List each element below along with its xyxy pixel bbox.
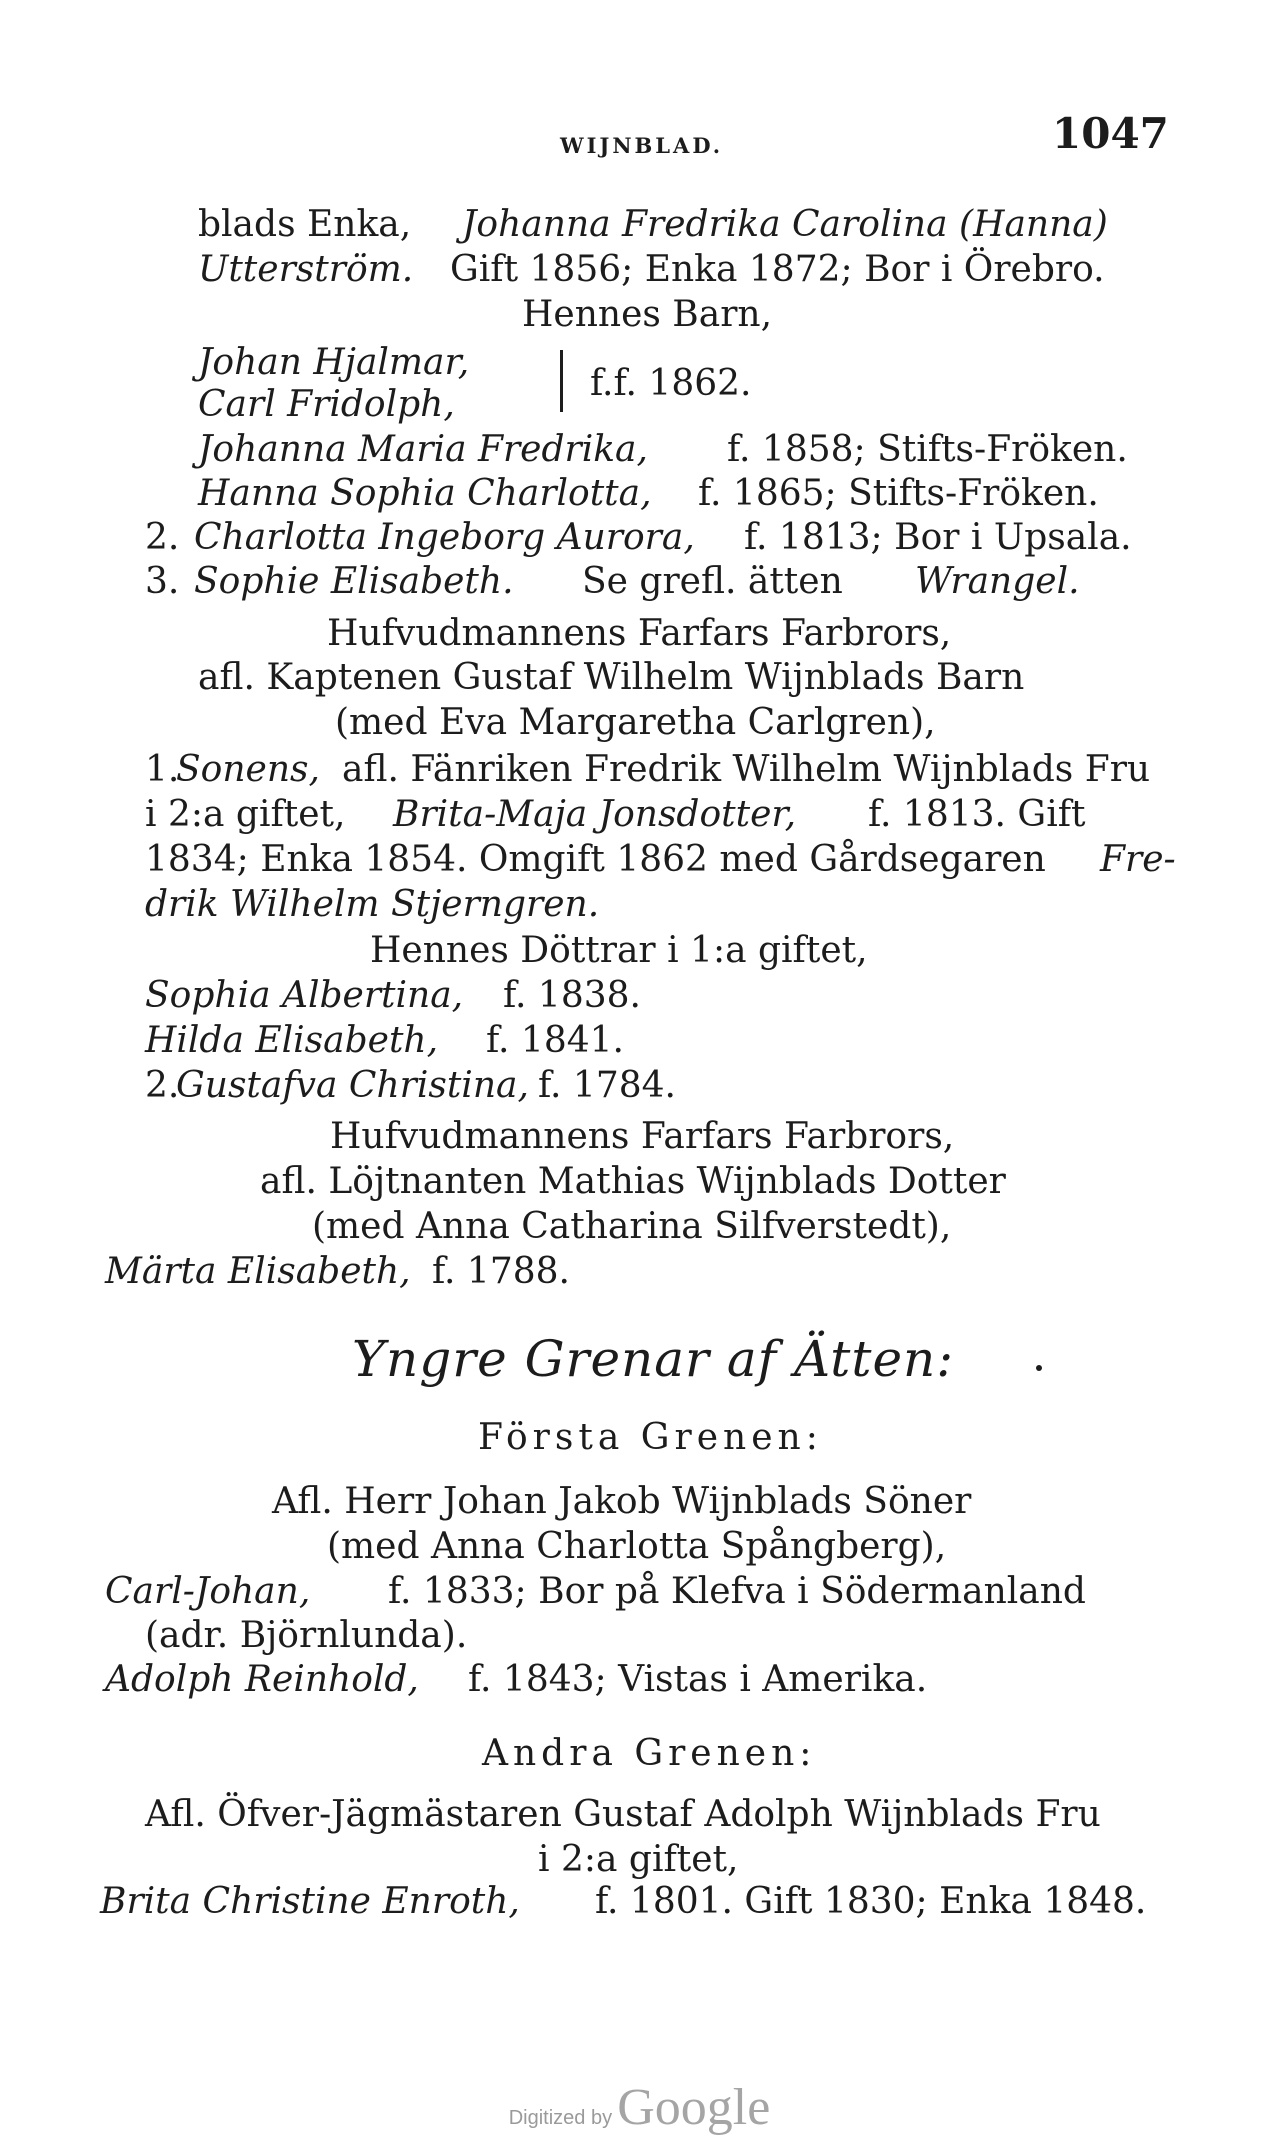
text-line: f. 1841. <box>486 1020 624 1061</box>
subheading-line: Hennes Barn, <box>522 294 773 335</box>
child-name: Johanna Maria Fredrika, <box>198 429 648 470</box>
dot-mark <box>1036 1365 1042 1371</box>
digitized-footer <box>0 2078 1279 2137</box>
child-name: Johan Hjalmar, <box>198 342 470 383</box>
text-line: f. 1858; Stifts-Fröken. <box>727 429 1128 470</box>
family-name: Wrangel. <box>915 561 1080 602</box>
subheading-line: Hufvudmannens Farfars Farbrors, <box>330 1116 955 1157</box>
list-number: 2. <box>145 517 180 558</box>
list-number: 2. <box>145 1065 180 1106</box>
person-name: Fre- <box>1100 839 1176 880</box>
text-line: Afl. Öfver-Jägmästaren Gustaf Adolph Wijnblads Fru <box>145 1794 1101 1835</box>
text-line-italic: Johanna Fredrika Carolina (Hanna) <box>462 204 1108 245</box>
person-name: Hilda Elisabeth, <box>145 1020 439 1061</box>
text-line: afl. Kaptenen Gustaf Wilhelm Wijnblads Barn <box>198 657 1025 698</box>
list-number: 3. <box>145 561 180 602</box>
person-name: Brita Christine Enroth, <box>100 1881 520 1922</box>
branch-heading: Andra Grenen: <box>482 1733 817 1774</box>
birth-year: f.f. 1862. <box>590 363 752 404</box>
person-name: Märta Elisabeth, <box>105 1251 411 1292</box>
text-line: (med Eva Margaretha Carlgren), <box>335 702 936 743</box>
subheading-line: Hennes Döttrar i 1:a giftet, <box>370 930 868 971</box>
person-name: Sophia Albertina, <box>145 975 464 1016</box>
branch-heading: Första Grenen: <box>478 1417 823 1458</box>
text-line: blads Enka, <box>198 204 412 245</box>
section-heading: Yngre Grenar af Ätten: <box>352 1330 955 1388</box>
text-line: f. 1813; Bor i Upsala. <box>744 517 1132 558</box>
person-name: Adolph Reinhold, <box>105 1659 419 1700</box>
text-line: f. 1784. <box>538 1065 676 1106</box>
text-line: f. 1788. <box>432 1251 570 1292</box>
text-line: f. 1843; Vistas i Amerika. <box>468 1659 928 1700</box>
person-name: drik Wilhelm Stjerngren. <box>145 884 600 925</box>
text-line: f. 1838. <box>503 975 641 1016</box>
text-line: f. 1865; Stifts-Fröken. <box>698 473 1099 514</box>
person-name: Brita-Maja Jonsdotter, <box>393 794 797 835</box>
text-line: Gift 1856; Enka 1872; Bor i Örebro. <box>450 249 1105 290</box>
text-line: f. 1833; Bor på Klefva i Södermanland <box>388 1571 1086 1612</box>
child-name: Hanna Sophia Charlotta, <box>198 473 652 514</box>
text-line: 1834; Enka 1854. Omgift 1862 med Gårdsegaren <box>145 839 1046 880</box>
text-line: (adr. Björnlunda). <box>145 1615 468 1656</box>
list-number: 1. <box>145 749 180 790</box>
child-name: Carl Fridolph, <box>198 384 455 425</box>
text-line: afl. Fänriken Fredrik Wilhelm Wijnblads Fru <box>342 749 1151 790</box>
text-line: Se grefl. ätten <box>582 561 843 602</box>
digitized-label: Digitized by <box>508 2107 613 2129</box>
text-line-italic: Utterström. <box>198 249 414 290</box>
page-number: 1047 <box>1052 109 1169 158</box>
text-line: (med Anna Charlotta Spångberg), <box>327 1526 947 1567</box>
person-name: Gustafva Christina, <box>176 1065 529 1106</box>
person-name: Carl-Johan, <box>105 1571 311 1612</box>
person-name: Sophie Elisabeth. <box>194 561 514 602</box>
brace-mark <box>560 350 563 412</box>
text-line: f. 1813. Gift <box>868 794 1086 835</box>
person-name: Charlotta Ingeborg Aurora, <box>194 517 695 558</box>
text-line: (med Anna Catharina Silfverstedt), <box>312 1206 952 1247</box>
text-line: f. 1801. Gift 1830; Enka 1848. <box>595 1881 1147 1922</box>
text-line: i 2:a giftet, <box>145 794 346 835</box>
google-logo: Google <box>617 2079 771 2136</box>
subheading-line: Hufvudmannens Farfars Farbrors, <box>327 613 952 654</box>
text-line: i 2:a giftet, <box>538 1839 739 1880</box>
running-head: WIJNBLAD. <box>560 133 724 158</box>
person-name: Sonens, <box>176 749 320 790</box>
text-line: afl. Löjtnanten Mathias Wijnblads Dotter <box>260 1161 1006 1202</box>
text-line: Afl. Herr Johan Jakob Wijnblads Söner <box>272 1481 972 1522</box>
